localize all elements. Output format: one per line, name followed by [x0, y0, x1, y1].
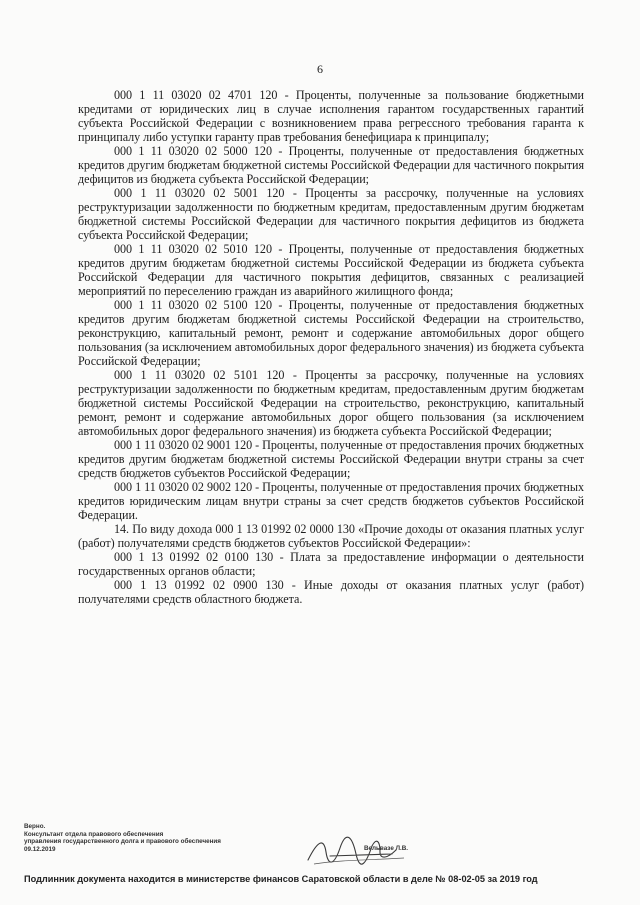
paragraph: 14. По виду дохода 000 1 13 01992 02 0000 130 «Прочие доходы от оказания платных услуг (работ) получателями средств бюджетов субъектов Российской Федерации»: — [78, 522, 584, 550]
handwritten-signature — [300, 830, 410, 872]
paragraph: 000 1 11 03020 02 5010 120 - Проценты, полученные от предоставления бюджетных кредитов другим бюджетам бюджетной системы Российской Федерации из бюджета субъекта Российской Федерации для частичного покрытия дефицитов, связанных с реализацией мероприятий по переселению граждан из аварийного жилищного фонда; — [78, 242, 584, 298]
paragraph: 000 1 11 03020 02 5100 120 - Проценты, полученные от предоставления бюджетных кредитов другим бюджетам бюджетной системы Российской Федерации на строительство, реконструкцию, капитальный ремонт, ремонт и содержание автомобильных дорог общего пользования (за исключением автомобильных дорог федерального значения) из бюджета субъекта Российской Федерации; — [78, 298, 584, 368]
certification-line: Консультант отдела правового обеспечения — [24, 830, 164, 838]
paragraph: 000 1 11 03020 02 4701 120 - Проценты, полученные за пользование бюджетными кредитами от юридических лиц в случае исполнения гарантом государственных гарантий субъекта Российской Федерации с возникновением права регрессного требования гаранта к принципалу либо уступки гаранту прав требования бенефициара к принципалу; — [78, 88, 584, 144]
page-number: 6 — [317, 62, 323, 76]
document-body — [78, 88, 584, 606]
paragraph: 000 1 11 03020 02 9001 120 - Проценты, полученные от предоставления прочих бюджетных кредитов другим бюджетам бюджетной системы Российской Федерации внутри страны за счет средств бюджетов субъектов Российской Федерации; — [78, 438, 584, 480]
certification-line: Верно. — [24, 823, 46, 830]
original-location-note: Подлинник документа находится в министерстве финансов Саратовской области в деле № 08-02-05 за 2019 год — [24, 874, 538, 884]
paragraph: 000 1 11 03020 02 9002 120 - Проценты, полученные от предоставления прочих бюджетных кредитов юридическим лицам внутри страны за счет средств бюджетов субъектов Российской Федерации. — [78, 480, 584, 522]
certification-date: 09.12.2019 — [24, 845, 56, 853]
paragraph: 000 1 11 03020 02 5001 120 - Проценты за рассрочку, полученные на условиях реструктуризации задолженности по бюджетным кредитам, предоставленным другим бюджетам бюджетной системы Российской Федерации для частичного покрытия дефицитов из бюджета субъекта Российской Федерации; — [78, 186, 584, 242]
signer-name: Вельвазе Л.В. — [364, 845, 409, 852]
paragraph: 000 1 11 03020 02 5101 120 - Проценты за рассрочку, полученные на условиях реструктуризации задолженности по бюджетным кредитам, предоставленным другим бюджетам бюджетной системы Российской Федерации на строительство, реконструкцию, капитальный ремонт, ремонт и содержание автомобильных дорог общего пользования (за исключением автомобильных дорог федерального значения) из бюджета субъекта Российской Федерации; — [78, 368, 584, 438]
certification-line: управления государственного долга и правового обеспечения — [24, 838, 221, 846]
paragraph: 000 1 13 01992 02 0100 130 - Плата за предоставление информации о деятельности государственных органов области; — [78, 550, 584, 578]
paragraph: 000 1 13 01992 02 0900 130 - Иные доходы от оказания платных услуг (работ) получателями средств областного бюджета. — [78, 578, 584, 606]
paragraph: 000 1 11 03020 02 5000 120 - Проценты, полученные от предоставления бюджетных кредитов другим бюджетам бюджетной системы Российской Федерации для частичного покрытия дефицитов из бюджета субъекта Российской Федерации; — [78, 144, 584, 186]
